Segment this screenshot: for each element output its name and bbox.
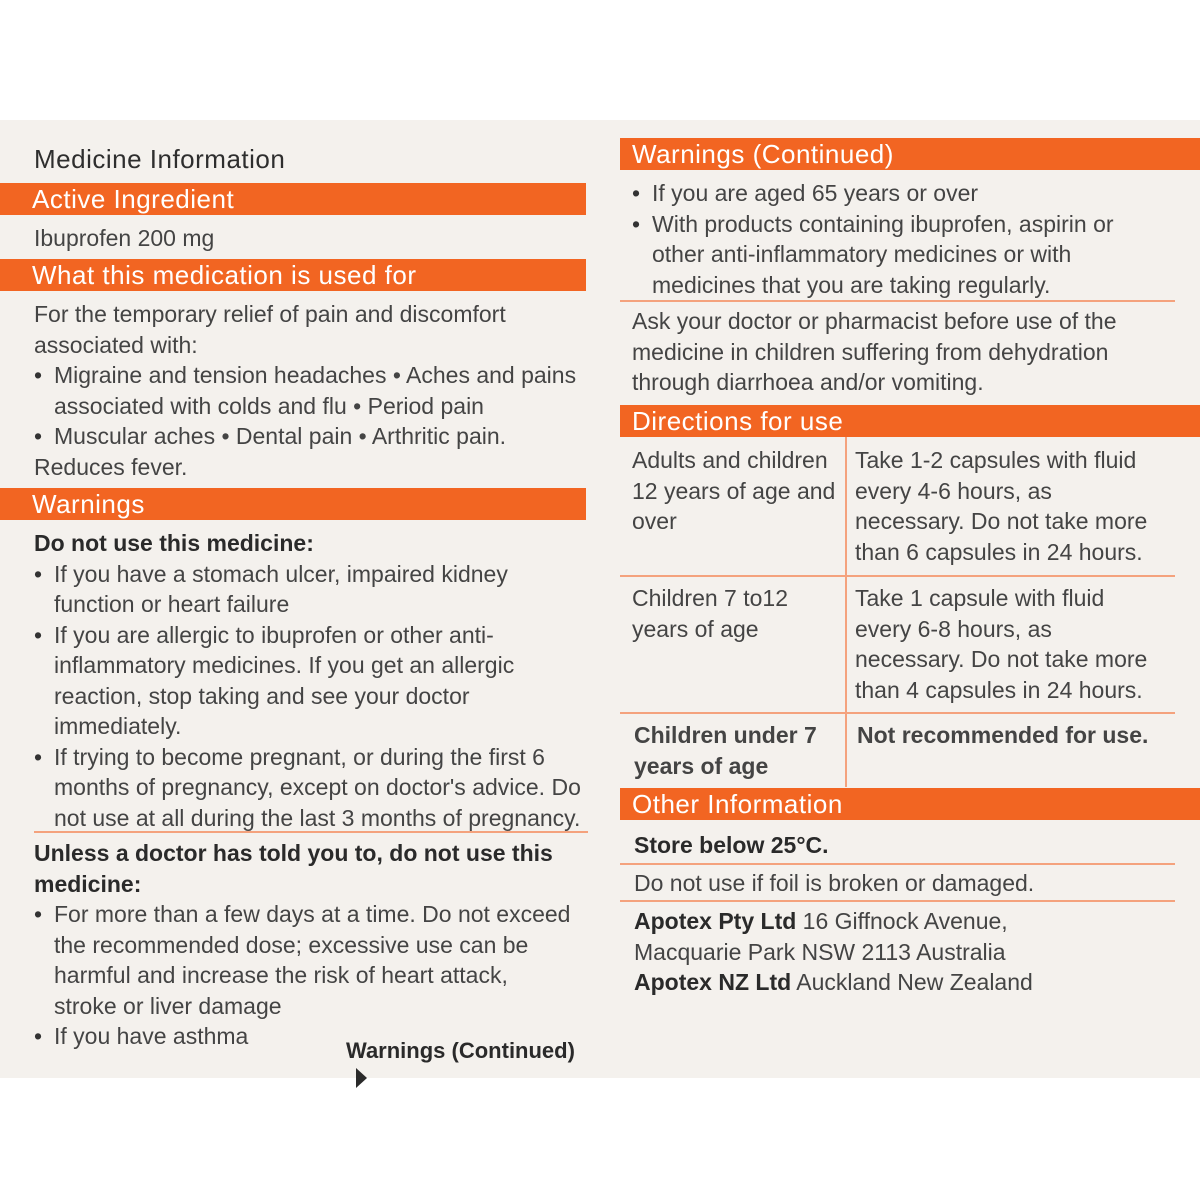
directions-heading: Directions for use (620, 405, 1200, 437)
warnings-heading: Warnings (0, 488, 586, 520)
directions-table (620, 437, 1180, 787)
warnings-list-2 (34, 899, 574, 1052)
foil-warning: Do not use if foil is broken or damaged. (634, 870, 1035, 896)
table-cell-who: Adults and children 12 years of age and over (632, 447, 836, 534)
list-item: • Muscular aches • Dental pain • Arthritic pain. (34, 421, 579, 452)
divider (34, 831, 588, 833)
company-au-address: 16 Giffnock Avenue, Macquarie Park NSW 2113 Australia (634, 908, 1008, 965)
list-item: • If you are allergic to ibuprofen or other anti-inflammatory medicines. If you get an allergic reaction, stop taking and see your doctor immediately. (34, 620, 582, 742)
used-for-heading: What this medication is used for (0, 259, 586, 291)
list-item: • If you are aged 65 years or over (632, 178, 1172, 209)
table-cell-dose: Take 1 capsule with fluid every 6-8 hours, as necessary. Do not take more than 4 capsules in 24 hours. (855, 585, 1148, 703)
divider (620, 863, 1175, 865)
divider (620, 300, 1175, 302)
continued-text: Warnings (Continued) (346, 1038, 575, 1063)
company-info (634, 906, 1054, 998)
warnings-list (34, 559, 582, 834)
row-divider (620, 575, 1175, 577)
warnings-continued-heading: Warnings (Continued) (620, 138, 1200, 170)
used-for-body (34, 299, 579, 482)
list-item: • If trying to become pregnant, or during the first 6 months of pregnancy, except on doctor's advice. Do not use at all during the last 3 months of pregnancy. (34, 742, 582, 834)
dehydration-note: Ask your doctor or pharmacist before use of the medicine in children suffering from dehydration through diarrhoea and/or vomiting. (632, 308, 1117, 395)
table-cell-who: Children 7 to12 years of age (632, 585, 788, 642)
list-item: • If you have asthma (34, 1021, 574, 1052)
company-nz-name: Apotex NZ Ltd (634, 969, 792, 995)
warnings-subhead: Do not use this medicine: (34, 530, 314, 556)
divider (620, 900, 1175, 902)
warnings-subhead-2: Unless a doctor has told you to, do not use this medicine: (34, 840, 553, 897)
used-for-outro: Reduces fever. (34, 453, 188, 480)
warnings-continued-label (346, 1038, 588, 1090)
storage-text: Store below 25°C. (634, 832, 829, 858)
list-item: • With products containing ibuprofen, aspirin or other anti-inflammatory medicines or with medicines that you are taking regularly. (632, 209, 1172, 301)
warnings-body-2 (34, 838, 574, 1052)
other-information-heading: Other Information (620, 788, 1200, 820)
warnings-continued-list (632, 178, 1172, 300)
used-for-intro: For the temporary relief of pain and discomfort associated with: (34, 301, 506, 358)
company-au (634, 906, 1054, 967)
medicine-information-panel (0, 120, 1200, 1078)
play-arrow-icon (356, 1068, 367, 1088)
used-for-list (34, 360, 579, 452)
warnings-continued-body (632, 178, 1172, 300)
warnings-body (34, 528, 582, 833)
row-divider (620, 712, 1175, 714)
active-ingredient-heading: Active Ingredient (0, 183, 586, 215)
table-cell-dose: Take 1-2 capsules with fluid every 4-6 hours, as necessary. Do not take more than 6 capsules in 24 hours. (855, 447, 1148, 565)
list-item: • If you have a stomach ulcer, impaired kidney function or heart failure (34, 559, 582, 620)
page-title: Medicine Information (34, 144, 286, 174)
list-item: • For more than a few days at a time. Do not exceed the recommended dose; excessive use can be harmful and increase the risk of heart attack, stroke or liver damage (34, 899, 574, 1021)
company-nz-address: Auckland New Zealand (796, 969, 1033, 995)
table-cell-who: Children under 7 years of age (634, 722, 817, 779)
company-nz (634, 967, 1054, 998)
table-cell-dose: Not recommended for use. (857, 722, 1149, 748)
list-item: • Migraine and tension headaches • Aches and pains associated with colds and flu • Period pain (34, 360, 579, 421)
active-ingredient-text: Ibuprofen 200 mg (34, 225, 215, 251)
company-au-name: Apotex Pty Ltd (634, 908, 797, 934)
